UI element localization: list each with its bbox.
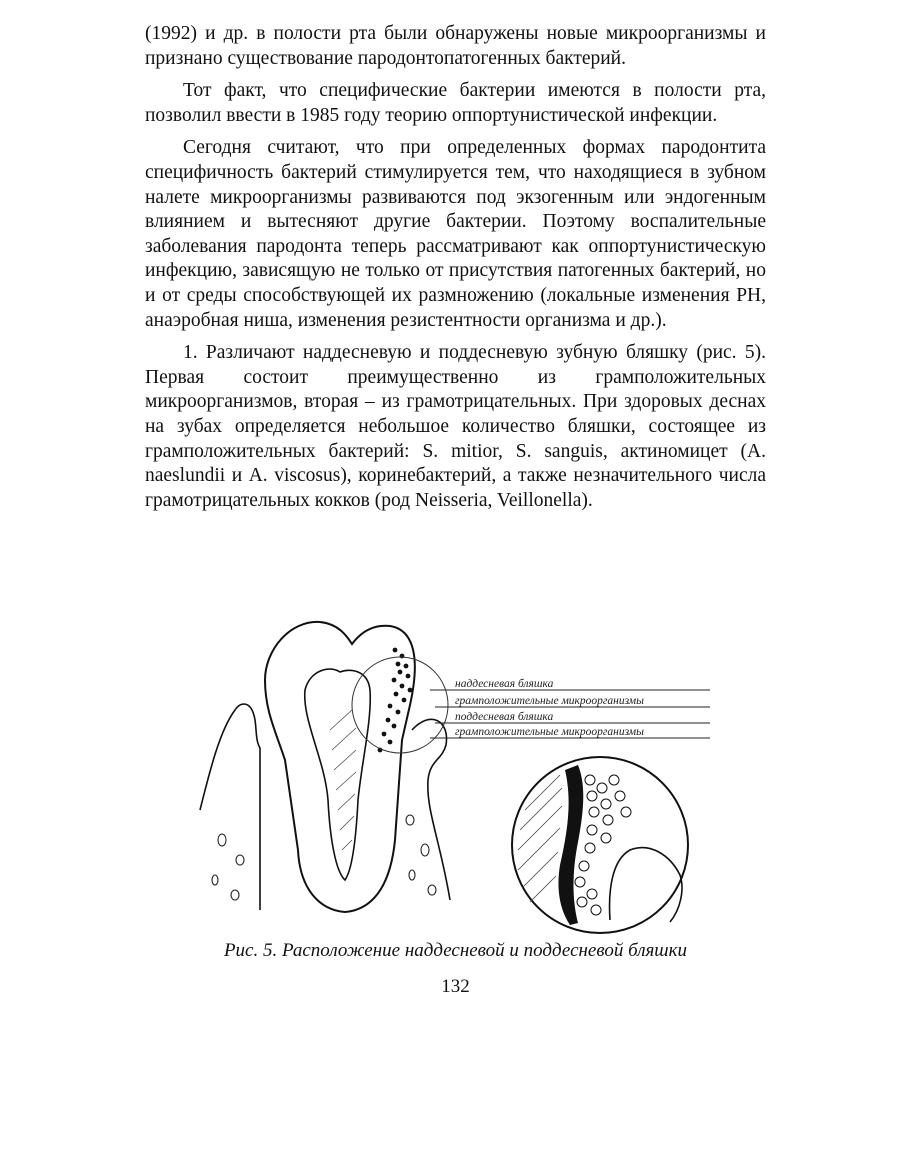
page-number: 132 xyxy=(441,976,470,997)
pulp-outline xyxy=(305,669,371,880)
plaque-band-detail xyxy=(558,765,583,925)
plaque-dots xyxy=(378,648,413,753)
bone-voids xyxy=(212,815,436,900)
label-supragingival-plaque: наддесневая бляшка xyxy=(455,678,554,690)
tooth-outline xyxy=(265,622,415,912)
label-gram-positive-1: грамположительные микроорганизмы xyxy=(455,695,644,707)
paragraph-2: Тот факт, что специфические бактерии имеются в полости рта, позволил ввести в 1985 году теорию оппортунистической инфекции. xyxy=(145,80,766,126)
pulp-hatching xyxy=(330,710,356,850)
paragraph-4: 1. Различают наддесневую и поддесневую зубную бляшку (рис. 5). Первая состоит преимущественно из грамположительных микроорганизмов, вторая – из грамотрицательных. При здоровых деснах на зубах определяется небольшое количество бляшки, состоящее из грамположительных бактерий: S. mitior, S. sanguis, актиномицет (A. naeslundii и A. viscosus), коринебактерий, а также незначительного числа грамотрицательных кокков (род Neisseria, Veillonella). xyxy=(145,342,766,511)
tooth-diagram xyxy=(180,610,720,940)
gum-outline-left xyxy=(200,704,260,910)
tooth-plaque-figure xyxy=(180,610,720,940)
gum-outline-right xyxy=(412,719,450,900)
label-subgingival-plaque: поддесневая бляшка xyxy=(455,711,554,723)
paragraph-1: (1992) и др. в полости рта были обнаружены новые микроорганизмы и признано существование пародонтопатогенных бактерий. xyxy=(145,23,766,69)
label-gram-positive-2: грамположительные микроорганизмы xyxy=(455,726,644,738)
bacteria-detail xyxy=(575,775,631,915)
body-text xyxy=(145,22,766,521)
gum-detail xyxy=(610,848,682,922)
figure-caption: Рис. 5. Расположение наддесневой и поддесневой бляшки xyxy=(223,940,688,961)
enamel-hatching-detail xyxy=(518,775,562,902)
paragraph-3: Сегодня считают, что при определенных формах пародонтита специфичность бактерий стимулируется тем, что находящиеся в зубном налете микроорганизмы развиваются под экзогенным или эндогенным влиянием и вытесняют другие бактерии. Поэтому воспалительные заболевания пародонта теперь рассматривают как оппортунистическую инфекцию, зависящую не только от присутствия патогенных бактерий, но и от среды способствующей их размножению (локальные изменения РН, анаэробная ниша, изменения резистентности организма и др.). xyxy=(145,137,766,331)
